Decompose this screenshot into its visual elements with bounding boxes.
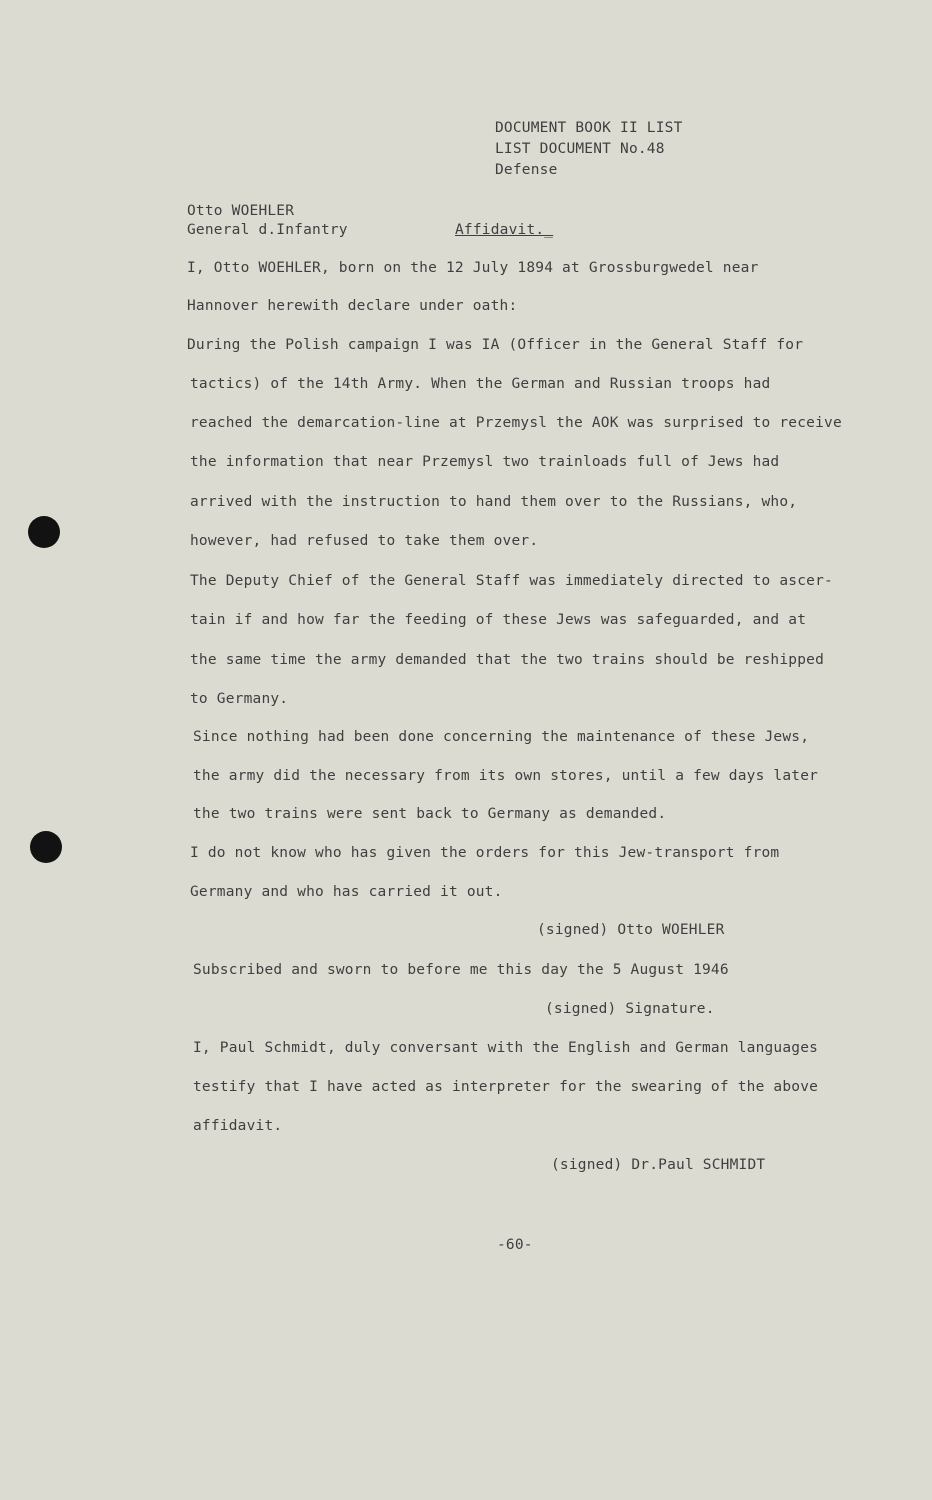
body-line-14: the army did the necessary from its own stores, until a few days later [193,768,819,784]
body-line-10: tain if and how far the feeding of these Jews was safeguarded, and at [190,612,807,628]
body-line-15: the two trains were sent back to Germany as demanded. [193,806,667,822]
body-line-6: the information that near Przemysl two trainloads full of Jews had [190,454,780,470]
signature-schmidt: (signed) Dr.Paul SCHMIDT [551,1157,766,1173]
body-line-4: tactics) of the 14th Army. When the German and Russian troops had [190,376,771,392]
affiant-rank: General d.Infantry [187,222,348,238]
signature-woehler: (signed) Otto WOEHLER [537,922,725,938]
punch-hole-bottom [30,831,62,863]
header-line-3: Defense [495,162,558,178]
punch-hole-top [28,516,60,548]
header-line-1: DOCUMENT BOOK II LIST [495,120,683,136]
body-line-12: to Germany. [190,691,289,707]
interpreter-line-3: affidavit. [193,1118,283,1134]
affiant-name: Otto WOEHLER [187,203,295,219]
interpreter-line-1: I, Paul Schmidt, duly conversant with the English and German languages [193,1040,819,1056]
document-title: Affidavit._ [455,222,554,238]
body-line-1: I, Otto WOEHLER, born on the 12 July 1894 at Grossburgwedel near [187,260,759,276]
interpreter-line-2: testify that I have acted as interpreter for the swearing of the above [193,1079,819,1095]
body-line-17: Germany and who has carried it out. [190,884,503,900]
sworn-statement: Subscribed and sworn to before me this day the 5 August 1946 [193,962,729,978]
signature-notary: (signed) Signature. [545,1001,715,1017]
body-line-7: arrived with the instruction to hand them over to the Russians, who, [190,494,798,510]
body-line-9: The Deputy Chief of the General Staff was immediately directed to ascer- [190,573,833,589]
body-line-3: During the Polish campaign I was IA (Officer in the General Staff for [187,337,804,353]
body-line-5: reached the demarcation-line at Przemysl the AOK was surprised to receive [190,415,842,431]
body-line-11: the same time the army demanded that the two trains should be reshipped [190,652,825,668]
header-line-2: LIST DOCUMENT No.48 [495,141,665,157]
body-line-13: Since nothing had been done concerning the maintenance of these Jews, [193,729,810,745]
body-line-2: Hannover herewith declare under oath: [187,298,518,314]
page-number: -60- [497,1237,533,1253]
body-line-8: however, had refused to take them over. [190,533,539,549]
body-line-16: I do not know who has given the orders for this Jew-transport from [190,845,780,861]
